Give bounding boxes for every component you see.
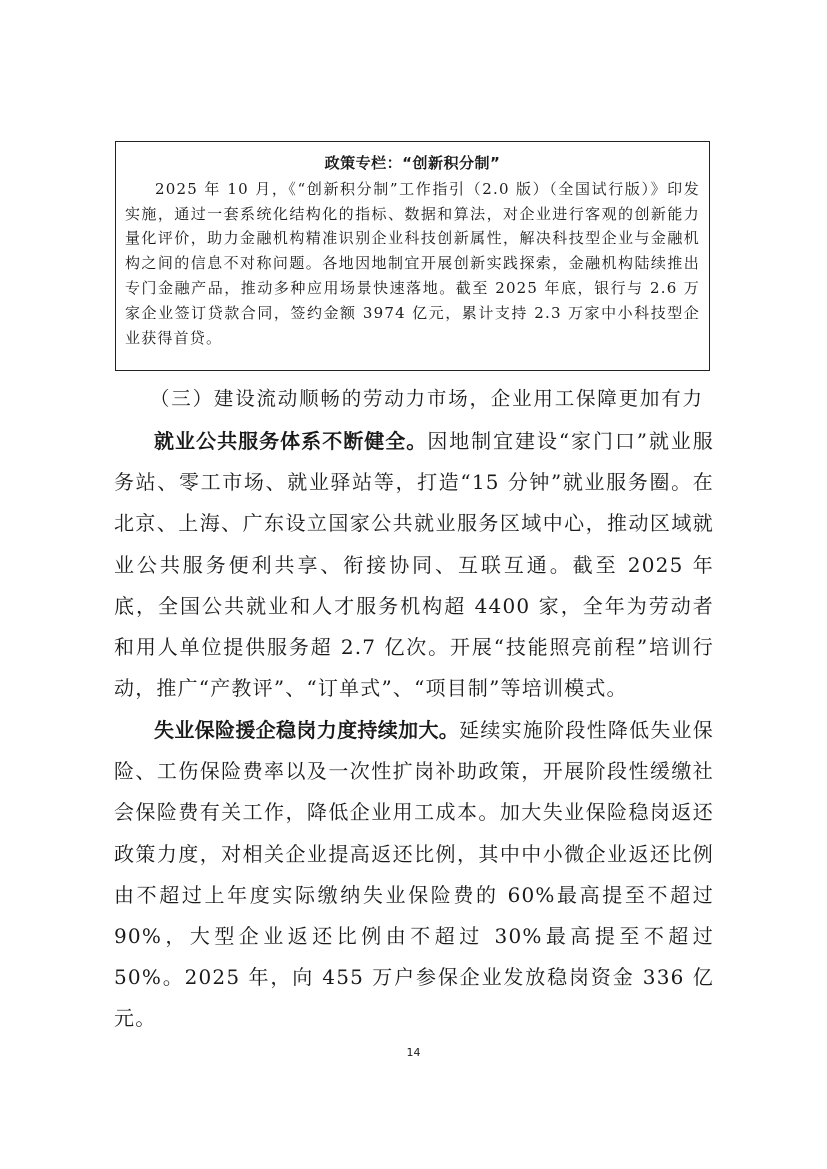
paragraph-text: 延续实施阶段性降低失业保险、工伤保险费率以及一次性扩岗补助政策，开展阶段性缓缴社会保险费有关工作，降低企业用工成本。加大失业保险稳岗返还政策力度，对相关企业提高返还比例，其中中小微企业返还比例由不超过上年度实际缴纳失业保险费的 60%最高提至不超过 90%，大型企业返还比例由不超过 30%最高提至不超过 50%。2025 年，向 455 万户参保企业发放稳岗资金 336 亿元。 [114, 718, 715, 1031]
policy-column-title: 政策专栏：“创新积分制” [324, 154, 501, 172]
paragraph-text: 因地制宜建设“家门口”就业服务站、零工市场、就业驿站等，打造“15 分钟”就业服务圈。在北京、上海、广东设立国家公共就业服务区域中心，推动区域就业公共服务便利共享、衔接协同、互联互通。截至 2025 年底，全国公共就业和人才服务机构超 4400 家，全年为劳动者和用人单位提供服务超 2.7 亿次。开展“技能照亮前程”培训行动，推广“产教评”、“订单式”、“项目制”等培训模式。 [114, 429, 714, 701]
policy-column-box [115, 141, 710, 371]
page-number: 14 [406, 1046, 421, 1059]
policy-column-body: 2025 年 10 月，《“创新积分制”工作指引（2.0 版）（全国试行版）》印发实施，通过一套系统化结构化的指标、数据和算法，对企业进行客观的创新能力量化评价，助力金融机构精准识别企业科技创新属性，解决科技型企业与金融机构之间的信息不对称问题。各地因地制宜开展创新实践探索，金融机构陆续推出专门金融产品，推动多种应用场景快速落地。截至 2025 年底，银行与 2.6 万家企业签订贷款合同，签约金额 3974 亿元，累计支持 2.3 万家中小科技型企业获得首贷。 [125, 179, 700, 347]
paragraph-lead: 失业保险援企稳岗力度持续加大。 [154, 718, 460, 742]
paragraph-lead: 就业公共服务体系不断健全。 [154, 429, 428, 453]
section-heading: （三）建设流动顺畅的劳动力市场，企业用工保障更加有力 [150, 387, 704, 410]
paragraph-employment-services [114, 421, 714, 709]
paragraph-unemployment-insurance [114, 710, 714, 1040]
